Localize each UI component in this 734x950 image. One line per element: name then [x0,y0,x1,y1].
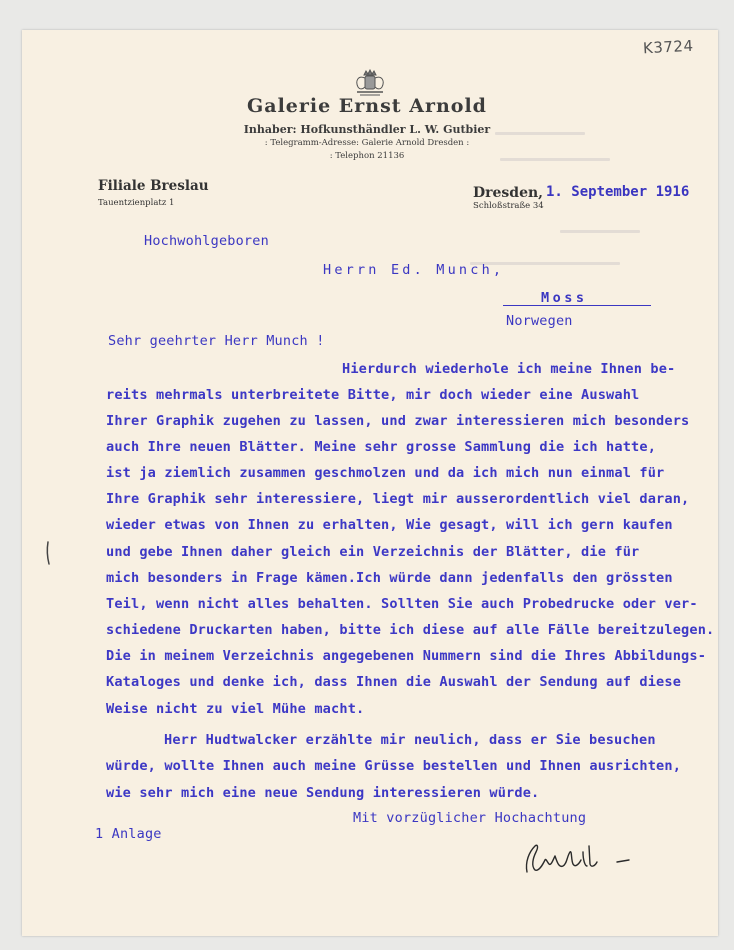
body-line: ist ja ziemlich zusammen geschmolzen und da ich mich nun einmal für [106,465,665,481]
letterhead-company: Galerie Ernst Arnold [247,95,487,117]
body-line: Kataloges und denke ich, dass Ihnen die Auswahl der Sendung auf diese [106,674,682,690]
signature [517,838,642,878]
body-line: Die in meinem Verzeichnis angegebenen Nummern sind die Ihres Abbildungs- [106,648,707,664]
crest-icon [352,69,388,97]
branch-name: Filiale Breslau [98,178,209,194]
body-line: auch Ihre neuen Blätter. Meine sehr grosse Sammlung die ich hatte, [106,439,657,455]
body-line: Ihrer Graphik zugehen zu lassen, und zwar interessieren mich besonders [106,413,690,429]
letterhead-telephone: : Telephon 21136 [329,151,405,161]
body-line: reits mehrmals unterbreitete Bitte, mir doch wieder eine Auswahl [106,387,640,403]
closing: Mit vorzüglicher Hochachtung [353,810,587,826]
letter-date: 1. September 1916 [546,184,690,200]
body-line: wie sehr mich eine neue Sendung interessieren würde. [106,785,540,801]
margin-mark [44,540,52,566]
body-line: wieder etwas von Ihnen zu erhalten, Wie gesagt, will ich gern kaufen [106,517,673,533]
archive-number: K3724 [642,36,694,58]
city-underline [503,305,651,306]
show-through-mark [495,132,585,135]
body-line: Herr Hudtwalcker erzählte mir neulich, dass er Sie besuchen [164,732,656,748]
branch-address: Tauentzienplatz 1 [98,198,175,208]
show-through-mark [500,158,610,161]
recipient-name: Herrn Ed. Munch, [323,262,505,278]
enclosure-note: 1 Anlage [95,826,162,842]
letterhead-owner: Inhaber: Hofkunsthändler L. W. Gutbier [243,123,491,136]
street-address: Schloßstraße 34 [473,201,544,211]
recipient-city: Moss [541,290,588,306]
body-line: schiedene Druckarten haben, bitte ich diese auf alle Fälle bereitzulegen. [106,622,715,638]
body-line: Hierdurch wiederhole ich meine Ihnen be- [342,361,676,377]
body-line: Weise nicht zu viel Mühe macht. [106,701,365,717]
body-line: mich besonders in Frage kämen.Ich würde dann jedenfalls den grössten [106,570,673,586]
body-line: Ihre Graphik sehr interessiere, liegt mir ausserordentlich viel daran, [106,491,690,507]
honorific: Hochwohlgeboren [144,233,269,249]
body-line: und gebe Ihnen daher gleich ein Verzeichnis der Blätter, die für [106,544,640,560]
body-line: würde, wollte Ihnen auch meine Grüsse bestellen und Ihnen ausrichten, [106,758,682,774]
show-through-mark [560,230,640,233]
recipient-country: Norwegen [506,313,573,329]
salutation: Sehr geehrter Herr Munch ! [108,333,325,349]
letterhead-telegram: : Telegramm-Adresse: Galerie Arnold Dresden : [264,138,470,148]
place-name: Dresden, [473,185,544,201]
body-line: Teil, wenn nicht alles behalten. Sollten Sie auch Probedrucke oder ver- [106,596,698,612]
